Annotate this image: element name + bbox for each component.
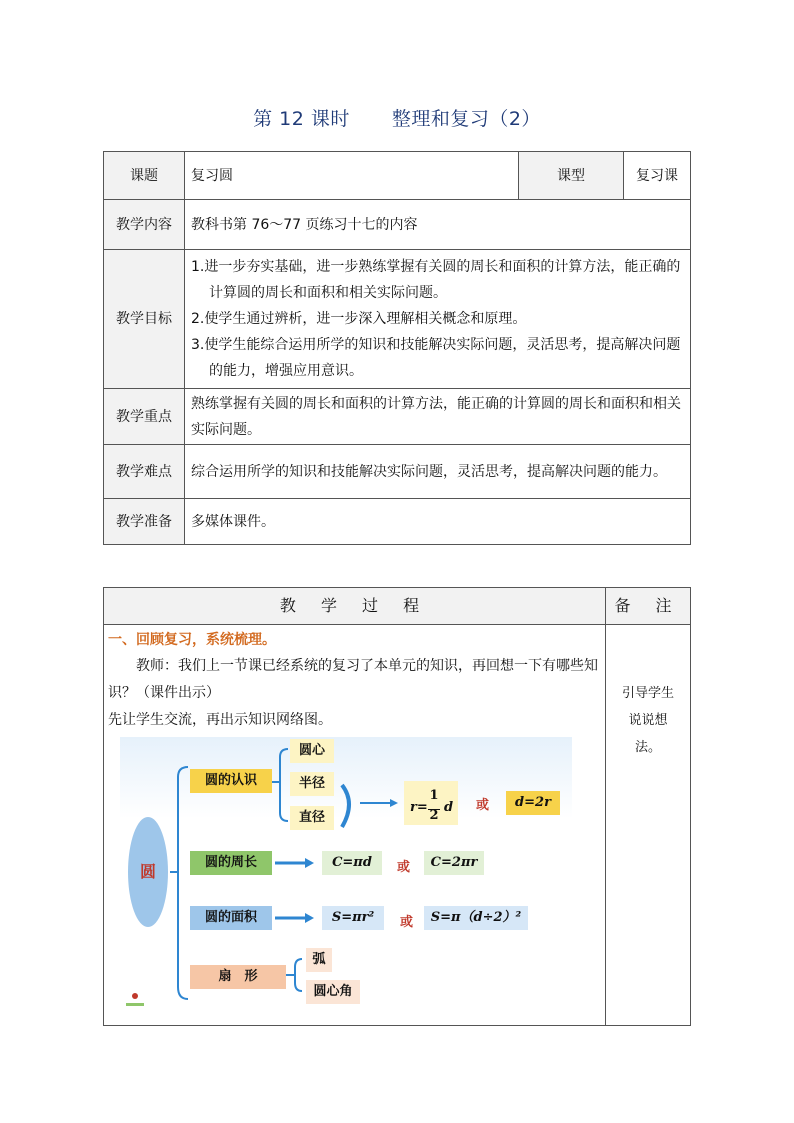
r-formula-num: 1 [428, 783, 440, 810]
or-text: 或 [476, 798, 490, 813]
circumference-box: 圆的周长 [190, 851, 272, 875]
type-label: 课型 [519, 152, 624, 200]
page-title [0, 104, 794, 131]
lesson-title: 整理和复习（2） [391, 108, 541, 130]
key-label: 教学重点 [104, 389, 185, 445]
section-title: 一、回顾复习，系统梳理。 [108, 632, 276, 648]
process-header: 教 学 过 程 [104, 588, 606, 625]
r-formula-left: r= [410, 800, 428, 815]
lesson-info-table [103, 151, 691, 545]
key-value: 熟练掌握有关圆的周长和面积的计算方法，能正确的计算圆的周长和面积和相关实际问题。 [185, 389, 691, 445]
topic-value: 复习圆 [185, 152, 519, 200]
s1-formula: S=πr² [322, 906, 384, 930]
instruction-paragraph: 先让学生交流，再出示知识网络图。 [108, 712, 332, 728]
objectives-list [185, 250, 691, 389]
content-label: 教学内容 [104, 200, 185, 250]
process-body [104, 625, 606, 1026]
decorative-figure-icon [126, 993, 144, 1006]
recognize-box: 圆的认识 [190, 769, 272, 793]
sector-box: 扇 形 [190, 965, 286, 989]
central-angle-box: 圆心角 [306, 980, 360, 1004]
difficulty-label: 教学难点 [104, 445, 185, 499]
prep-label: 教学准备 [104, 499, 185, 545]
c1-formula: C=πd [322, 851, 382, 875]
note-cell [606, 625, 691, 1026]
difficulty-value: 综合运用所学的知识和技能解决实际问题，灵活思考，提高解决问题的能力。 [185, 445, 691, 499]
area-box: 圆的面积 [190, 906, 272, 930]
notes-header: 备 注 [606, 588, 691, 625]
c2-formula: C=2πr [424, 851, 484, 875]
content-value: 教科书第 76～77 页练习十七的内容 [185, 200, 691, 250]
r-formula-right: d [444, 800, 454, 815]
objectives-label: 教学目标 [104, 250, 185, 389]
objective-item: 2.使学生通过辨析，进一步深入理解相关概念和原理。 [191, 311, 527, 327]
or-text: 或 [400, 915, 414, 930]
d-formula-box: d=2r [506, 791, 560, 815]
lesson-number: 第 12 课时 [253, 108, 350, 130]
r-formula-box [404, 781, 458, 825]
s2-formula: S=π（d÷2）² [424, 906, 528, 930]
center-point-box: 圆心 [290, 739, 334, 763]
note-text: 引导学生说说想法。 [621, 686, 674, 755]
topic-label: 课题 [104, 152, 185, 200]
prep-value: 多媒体课件。 [185, 499, 691, 545]
objective-item: 1.进一步夯实基础，进一步熟练掌握有关圆的周长和面积的计算方法，能正确的计算圆的周长和面积和相关实际问题。 [191, 259, 681, 301]
radius-box: 半径 [290, 772, 334, 796]
knowledge-network-diagram [120, 737, 572, 1009]
teacher-paragraph: 教师：我们上一节课已经系统的复习了本单元的知识，再回想一下有哪些知识？（课件出示） [108, 658, 598, 701]
or-text: 或 [397, 860, 411, 875]
diameter-box: 直径 [290, 806, 334, 830]
objective-item: 3.使学生能综合运用所学的知识和技能解决实际问题，灵活思考，提高解决问题的能力，增强应用意识。 [191, 337, 681, 379]
r-formula-den: 2 [429, 808, 439, 823]
circle-node: 圆 [128, 817, 168, 927]
process-table [103, 587, 691, 1026]
type-value: 复习课 [624, 152, 691, 200]
arc-box: 弧 [306, 948, 332, 972]
